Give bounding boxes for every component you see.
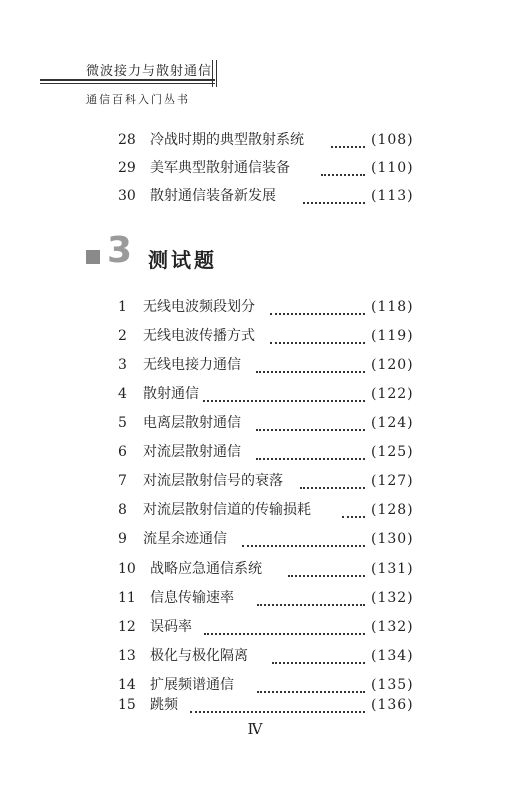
- entry-number: 1: [118, 299, 127, 315]
- entry-page: (135): [371, 677, 414, 693]
- toc-entry[interactable]: [0, 155, 510, 181]
- entry-number: 14: [118, 677, 136, 693]
- entry-number: 28: [118, 132, 136, 148]
- toc-entry[interactable]: [0, 410, 510, 436]
- toc-entry[interactable]: [0, 439, 510, 465]
- section-marker: [86, 250, 100, 264]
- entry-page: (127): [371, 473, 414, 489]
- entry-title: 美军典型散射通信装备: [150, 160, 290, 176]
- entry-title: 无线电波频段划分: [143, 299, 255, 315]
- toc-entry[interactable]: [0, 468, 510, 494]
- entry-title: 电离层散射通信: [143, 415, 241, 431]
- leader-dots: [256, 363, 365, 373]
- entry-page: (118): [371, 299, 414, 315]
- entry-number: 7: [118, 473, 127, 489]
- leader-dots: [190, 703, 365, 713]
- toc-entry[interactable]: [0, 556, 510, 582]
- toc-entry[interactable]: [0, 614, 510, 640]
- entry-page: (113): [371, 188, 414, 204]
- entry-title: 误码率: [150, 619, 192, 635]
- entry-title: 极化与极化隔离: [150, 648, 248, 664]
- entry-number: 12: [118, 619, 136, 635]
- entry-title: 对流层散射通信: [143, 444, 241, 460]
- toc-entry[interactable]: [0, 692, 510, 718]
- leader-dots: [288, 567, 365, 577]
- leader-dots: [270, 334, 365, 344]
- header-rule: [40, 79, 215, 81]
- book-title: 微波接力与散射通信: [86, 64, 213, 79]
- toc-entry[interactable]: [0, 127, 510, 153]
- page-number: Ⅳ: [247, 720, 263, 738]
- toc-entry[interactable]: [0, 352, 510, 378]
- leader-dots: [270, 305, 365, 315]
- leader-dots: [321, 166, 365, 176]
- leader-dots: [203, 392, 365, 402]
- leader-dots: [331, 138, 365, 148]
- entry-number: 8: [118, 502, 127, 518]
- section-number: 3: [107, 230, 133, 271]
- entry-page: (122): [371, 386, 414, 402]
- series-title: 通信百科入门丛书: [86, 93, 190, 106]
- entry-page: (125): [371, 444, 414, 460]
- toc-entry[interactable]: [0, 497, 510, 523]
- toc-entry[interactable]: [0, 643, 510, 669]
- header-divider: [212, 60, 213, 87]
- entry-number: 6: [118, 444, 127, 460]
- entry-title: 扩展频谱通信: [150, 677, 234, 693]
- toc-entry[interactable]: [0, 585, 510, 611]
- entry-page: (124): [371, 415, 414, 431]
- entry-number: 3: [118, 357, 127, 373]
- leader-dots: [256, 450, 365, 460]
- header-divider: [216, 60, 217, 87]
- leader-dots: [257, 596, 365, 606]
- entry-number: 15: [118, 697, 136, 713]
- entry-page: (134): [371, 648, 414, 664]
- leader-dots: [300, 479, 365, 489]
- entry-number: 9: [118, 531, 127, 547]
- toc-entry[interactable]: [0, 294, 510, 320]
- leader-dots: [242, 537, 365, 547]
- entry-title: 冷战时期的典型散射系统: [150, 132, 304, 148]
- toc-entry[interactable]: [0, 323, 510, 349]
- entry-title: 散射通信装备新发展: [150, 188, 276, 204]
- entry-number: 11: [118, 590, 136, 606]
- entry-page: (132): [371, 590, 414, 606]
- entry-page: (136): [371, 697, 414, 713]
- toc-entry[interactable]: [0, 183, 510, 209]
- entry-title: 信息传输速率: [150, 590, 234, 606]
- leader-dots: [342, 508, 365, 518]
- entry-number: 13: [118, 648, 136, 664]
- toc-entry[interactable]: [0, 526, 510, 552]
- leader-dots: [256, 421, 365, 431]
- entry-number: 10: [118, 561, 136, 577]
- entry-page: (120): [371, 357, 414, 373]
- entry-title: 对流层散射信号的衰落: [143, 473, 283, 489]
- header-rule: [40, 83, 215, 84]
- entry-page: (110): [371, 160, 414, 176]
- entry-number: 5: [118, 415, 127, 431]
- leader-dots: [204, 625, 365, 635]
- toc-entry[interactable]: [0, 381, 510, 407]
- entry-number: 4: [118, 386, 127, 402]
- entry-number: 30: [118, 188, 136, 204]
- entry-title: 跳频: [150, 697, 178, 713]
- entry-title: 无线电波传播方式: [143, 328, 255, 344]
- entry-page: (131): [371, 561, 414, 577]
- entry-title: 无线电接力通信: [143, 357, 241, 373]
- entry-page: (108): [371, 132, 414, 148]
- entry-number: 2: [118, 328, 127, 344]
- entry-page: (119): [371, 328, 414, 344]
- entry-title: 散射通信: [143, 386, 199, 402]
- entry-title: 流星余迹通信: [143, 531, 227, 547]
- entry-title: 战略应急通信系统: [150, 561, 262, 577]
- entry-page: (132): [371, 619, 414, 635]
- entry-number: 29: [118, 160, 136, 176]
- leader-dots: [272, 654, 365, 664]
- section-title: 测试题: [148, 248, 217, 272]
- entry-page: (130): [371, 531, 414, 547]
- entry-page: (128): [371, 502, 414, 518]
- entry-title: 对流层散射信道的传输损耗: [143, 502, 311, 518]
- leader-dots: [303, 194, 365, 204]
